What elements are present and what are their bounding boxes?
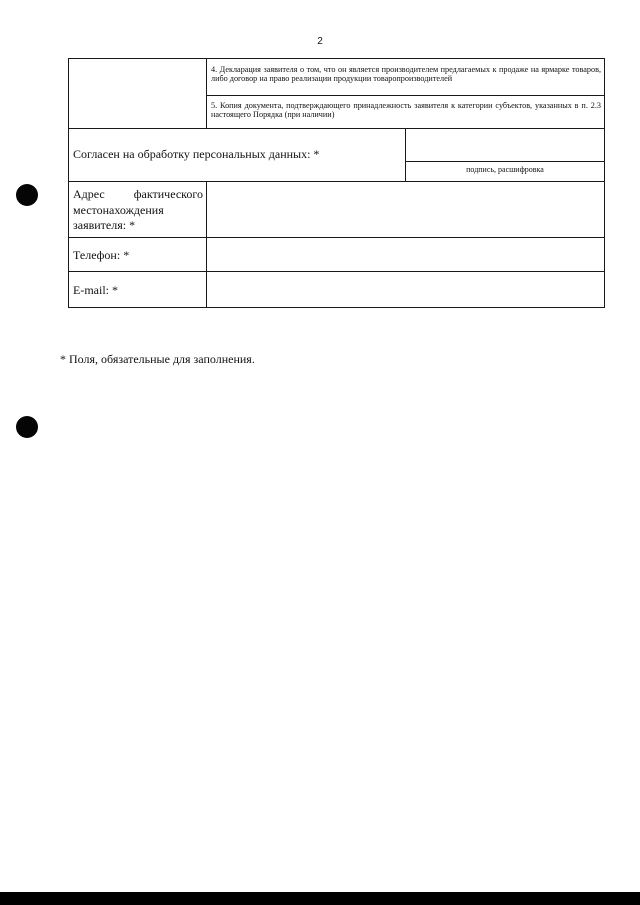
signature-line bbox=[405, 161, 605, 162]
scan-edge-bar bbox=[0, 892, 640, 905]
table-border-right bbox=[604, 58, 605, 308]
table-border-bottom bbox=[68, 307, 605, 308]
page-number: 2 bbox=[317, 36, 323, 47]
address-label-line-3: заявителя: * bbox=[73, 218, 136, 232]
table-border-left bbox=[68, 58, 69, 308]
document-item-5: 5. Копия документа, подтверждающего принадлежность заявителя к категории субъектов, указанных в п. 2.3 настоящего Порядка (при наличии) bbox=[211, 101, 601, 120]
consent-label: Согласен на обработку персональных данных: * bbox=[73, 147, 320, 161]
table-border-top bbox=[68, 58, 605, 59]
address-label-line-2: местонахождения bbox=[73, 203, 164, 217]
address-label-word: Адрес bbox=[73, 187, 105, 201]
address-label-word: фактического bbox=[133, 187, 203, 201]
punch-hole bbox=[16, 184, 38, 206]
address-field[interactable] bbox=[207, 182, 604, 237]
email-field[interactable] bbox=[207, 272, 604, 307]
document-item-4: 4. Декларация заявителя о том, что он является производителем предлагаемых к продаже на ярмарке товаров, либо договор на право реализации продукции товаропроизводителей bbox=[211, 65, 601, 84]
table-row-divider bbox=[206, 95, 605, 96]
signature-caption: подпись, расшифровка bbox=[466, 165, 544, 174]
address-label-line-1 bbox=[73, 188, 203, 201]
consent-signature-field[interactable] bbox=[406, 129, 604, 160]
phone-label: Телефон: * bbox=[73, 248, 130, 262]
table-column-divider bbox=[206, 58, 207, 128]
punch-hole bbox=[16, 416, 38, 438]
required-fields-footnote: * Поля, обязательные для заполнения. bbox=[60, 352, 255, 366]
email-label: E-mail: * bbox=[73, 283, 118, 297]
phone-field[interactable] bbox=[207, 238, 604, 271]
